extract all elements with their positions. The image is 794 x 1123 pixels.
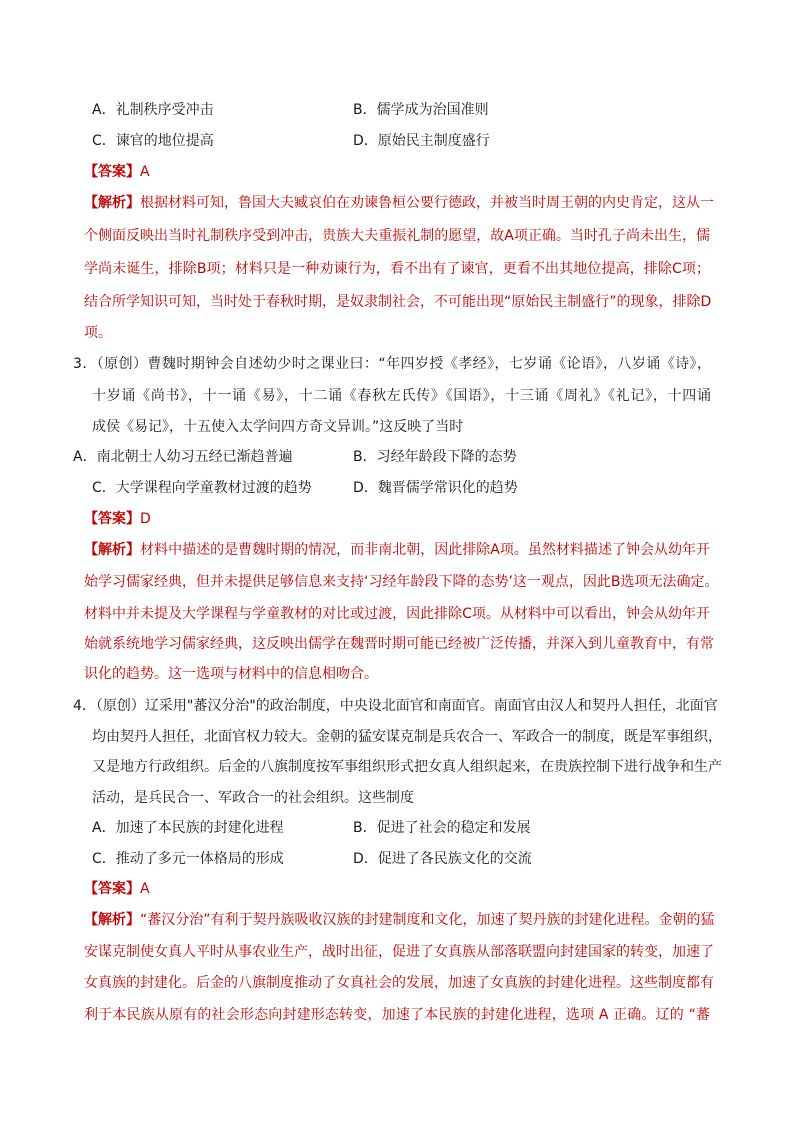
q2-option-c[interactable]: C．谏官的地位提高 xyxy=(92,133,214,149)
q3-explanation-line-5: 识化的趋势。这一选项与材料中的信息相吻合。 xyxy=(84,666,378,682)
q3-option-d[interactable]: D．魏晋儒学常识化的趋势 xyxy=(353,480,518,496)
explanation-text: 材料中描述的是曹魏时期的情况，而非南北朝，因此排除A项。虽然材料描述了钟会从幼年开 xyxy=(140,542,711,558)
q4-explanation-line-2: 安谋克制使女真人平时从事农业生产，战时出征，促进了女真族从部落联盟向封建国家的转变，加速了 xyxy=(84,944,714,960)
answer-value: D xyxy=(140,511,151,527)
q3-answer xyxy=(84,509,151,529)
q3-option-b[interactable]: B．习经年龄段下降的态势 xyxy=(353,449,517,465)
explanation-text: “蕃汉分治”有利于契丹族吸收汉族的封建制度和文化，加速了契丹族的封建化进程。金朝的猛 xyxy=(140,912,715,928)
q2-explanation-line-3: 学尚未诞生，排除B项；材料只是一种劝谏行为，看不出有了谏官，更看不出其地位提高，排除C项； xyxy=(84,261,710,277)
q4-stem-line-4: 活动，是兵民合一、军政合一的社会组织。这些制度 xyxy=(92,790,414,806)
q2-explanation-line-4: 结合所学知识可知，当时处于春秋时期，是奴隶制社会，不可能出现“原始民主制盛行”的现象，排除D xyxy=(84,294,712,310)
explanation-label: 【解析】 xyxy=(84,912,140,928)
q2-option-b[interactable]: B．儒学成为治国准则 xyxy=(353,102,489,118)
q3-option-c[interactable]: C．大学课程向学童教材过渡的趋势 xyxy=(92,480,312,496)
q4-option-b[interactable]: B．促进了社会的稳定和发展 xyxy=(353,820,531,836)
answer-label: 【答案】 xyxy=(84,881,140,897)
answer-value: A xyxy=(140,164,150,180)
q3-stem-line-2: 十岁诵《尚书》，十一诵《易》，十二诵《春秋左氏传》《国语》，十三诵《周礼》《礼记》，十四诵 xyxy=(92,388,711,404)
explanation-label: 【解析】 xyxy=(84,542,141,558)
q2-option-a[interactable]: A．礼制秩序受冲击 xyxy=(92,102,214,118)
q3-explanation-line-3: 材料中并未提及大学课程与学童教材的对比或过渡，因此排除C项。从材料中可以看出，钟会从幼年开 xyxy=(84,606,710,622)
q4-option-a[interactable]: A．加速了本民族的封建化进程 xyxy=(92,820,284,836)
q4-option-d[interactable]: D．促进了各民族文化的交流 xyxy=(353,851,532,867)
q4-stem-line-1: 4．（原创）辽采用"蕃汉分治"的政治制度，中央设北面官和南面官。南面官由汉人和契丹人担任，北面官 xyxy=(73,698,718,714)
q3-explanation-line-1 xyxy=(84,540,710,560)
q4-explanation-line-1 xyxy=(84,910,715,930)
q2-option-d[interactable]: D．原始民主制度盛行 xyxy=(353,133,490,149)
q2-explanation-line-5: 项。 xyxy=(84,325,112,341)
answer-value: A xyxy=(140,881,150,897)
q3-explanation-line-2: 始学习儒家经典，但并未提供足够信息来支持‘习经年龄段下降的态势’这一观点，因此B选项无法确定。 xyxy=(84,574,719,590)
explanation-label: 【解析】 xyxy=(84,195,140,211)
answer-label: 【答案】 xyxy=(84,511,140,527)
q4-answer xyxy=(84,879,150,899)
q2-explanation-line-1 xyxy=(84,193,714,213)
q4-stem-line-2: 均由契丹人担任，北面官权力较大。金朝的猛安谋克制是兵农合一、军政合一的制度，既是军事组织， xyxy=(92,729,722,745)
q3-stem-line-3: 成侯《易记》，十五使入太学问四方奇文异训。”这反映了当时 xyxy=(92,419,464,435)
q4-explanation-line-4: 利于本民族从原有的社会形态向封建形态转变，加速了本民族的封建化进程，选项 A 正确。辽的 “蕃 xyxy=(84,1007,710,1023)
q3-option-a[interactable]: A．南北朝士人幼习五经已渐趋普遍 xyxy=(73,449,293,465)
q4-option-c[interactable]: C．推动了多元一体格局的形成 xyxy=(92,851,284,867)
q2-explanation-line-2: 个侧面反映出当时礼制秩序受到冲击，贵族大夫重振礼制的愿望，故A项正确。当时孔子尚未出生，儒 xyxy=(84,228,710,244)
q4-stem-line-3: 又是地方行政组织。后金的八旗制度按军事组织形式把女真人组织起来，在贵族控制下进行战争和生产 xyxy=(92,759,722,775)
q3-stem-line-1: 3．（原创）曹魏时期钟会自述幼少时之课业曰：“年四岁授《孝经》，七岁诵《论语》，八岁诵《诗》， xyxy=(73,356,711,372)
q3-explanation-line-4: 始就系统地学习儒家经典，这反映出儒学在魏晋时期可能已经被广泛传播，并深入到儿童教育中，有常 xyxy=(84,636,714,652)
explanation-text: 根据材料可知，鲁国大夫臧哀伯在劝谏鲁桓公要行德政，并被当时周王朝的内史肯定，这从一 xyxy=(140,195,714,211)
answer-label: 【答案】 xyxy=(84,164,140,180)
q4-explanation-line-3: 女真族的封建化。后金的八旗制度推动了女真社会的发展，加速了女真族的封建化进程。这些制度都有 xyxy=(84,975,714,991)
q2-answer xyxy=(84,162,150,182)
